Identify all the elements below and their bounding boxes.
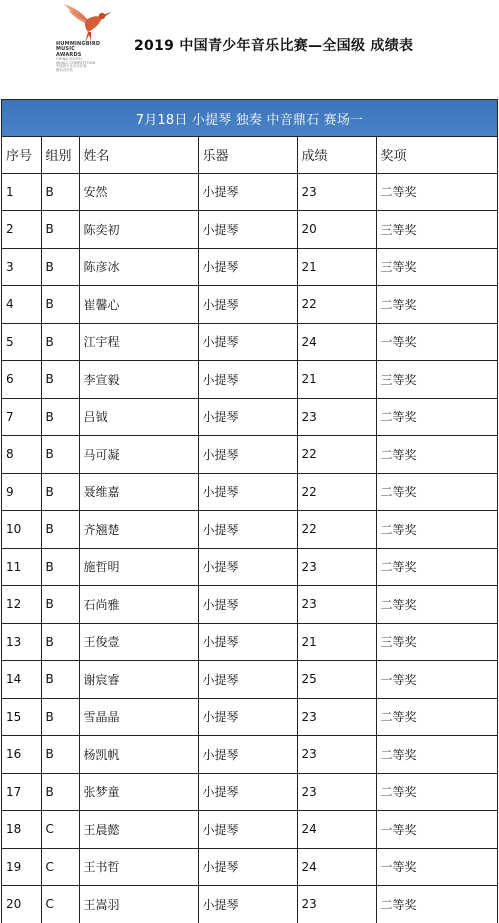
column-header-award: 奖项 bbox=[376, 137, 497, 173]
table-row bbox=[2, 286, 497, 324]
cell-award: 三等奖 bbox=[376, 211, 497, 249]
table-row bbox=[2, 773, 497, 811]
table-body bbox=[2, 173, 497, 923]
cell-number: 1 bbox=[2, 173, 41, 211]
cell-score: 23 bbox=[297, 773, 376, 811]
cell-instrument: 小提琴 bbox=[198, 361, 297, 399]
cell-award: 一等奖 bbox=[376, 661, 497, 699]
cell-name: 张梦童 bbox=[79, 773, 198, 811]
cell-award: 二等奖 bbox=[376, 286, 497, 324]
cell-group: C bbox=[41, 811, 79, 849]
cell-number: 16 bbox=[2, 736, 41, 774]
cell-instrument: 小提琴 bbox=[198, 173, 297, 211]
cell-score: 24 bbox=[297, 848, 376, 886]
cell-award: 二等奖 bbox=[376, 698, 497, 736]
table-row bbox=[2, 173, 497, 211]
cell-number: 13 bbox=[2, 623, 41, 661]
logo-line2: MUSIC bbox=[56, 46, 76, 53]
cell-instrument: 小提琴 bbox=[198, 848, 297, 886]
cell-instrument: 小提琴 bbox=[198, 473, 297, 511]
cell-award: 二等奖 bbox=[376, 173, 497, 211]
cell-number: 9 bbox=[2, 473, 41, 511]
cell-award: 一等奖 bbox=[376, 811, 497, 849]
cell-instrument: 小提琴 bbox=[198, 661, 297, 699]
cell-name: 吕钺 bbox=[79, 398, 198, 436]
cell-name: 齐翘楚 bbox=[79, 511, 198, 549]
cell-number: 2 bbox=[2, 211, 41, 249]
cell-score: 21 bbox=[297, 361, 376, 399]
column-header-score: 成绩 bbox=[297, 137, 376, 173]
cell-score: 22 bbox=[297, 436, 376, 474]
cell-number: 5 bbox=[2, 323, 41, 361]
cell-name: 谢宸睿 bbox=[79, 661, 198, 699]
cell-instrument: 小提琴 bbox=[198, 886, 297, 923]
cell-group: B bbox=[41, 436, 79, 474]
cell-award: 二等奖 bbox=[376, 586, 497, 624]
cell-name: 雪晶晶 bbox=[79, 698, 198, 736]
cell-number: 4 bbox=[2, 286, 41, 324]
cell-name: 王晨懿 bbox=[79, 811, 198, 849]
table-row bbox=[2, 736, 497, 774]
cell-award: 一等奖 bbox=[376, 848, 497, 886]
cell-group: B bbox=[41, 248, 79, 286]
cell-number: 6 bbox=[2, 361, 41, 399]
hummingbird-logo-icon bbox=[56, 2, 118, 92]
column-header-number: 序号 bbox=[2, 137, 41, 173]
cell-name: 江宇程 bbox=[79, 323, 198, 361]
cell-group: B bbox=[41, 473, 79, 511]
cell-number: 17 bbox=[2, 773, 41, 811]
cell-group: B bbox=[41, 511, 79, 549]
cell-number: 15 bbox=[2, 698, 41, 736]
cell-award: 三等奖 bbox=[376, 248, 497, 286]
cell-group: B bbox=[41, 586, 79, 624]
cell-score: 24 bbox=[297, 811, 376, 849]
cell-instrument: 小提琴 bbox=[198, 286, 297, 324]
cell-name: 施哲明 bbox=[79, 548, 198, 586]
cell-number: 11 bbox=[2, 548, 41, 586]
table-row bbox=[2, 511, 497, 549]
table-row bbox=[2, 398, 497, 436]
cell-group: B bbox=[41, 361, 79, 399]
cell-award: 二等奖 bbox=[376, 886, 497, 923]
cell-number: 18 bbox=[2, 811, 41, 849]
cell-name: 王嵩羽 bbox=[79, 886, 198, 923]
cell-score: 25 bbox=[297, 661, 376, 699]
column-header-instrument: 乐器 bbox=[198, 137, 297, 173]
cell-instrument: 小提琴 bbox=[198, 698, 297, 736]
cell-number: 19 bbox=[2, 848, 41, 886]
logo-line3: AWARDS bbox=[56, 51, 82, 58]
cell-instrument: 小提琴 bbox=[198, 211, 297, 249]
cell-instrument: 小提琴 bbox=[198, 548, 297, 586]
cell-group: B bbox=[41, 698, 79, 736]
cell-name: 王俊壹 bbox=[79, 623, 198, 661]
cell-instrument: 小提琴 bbox=[198, 811, 297, 849]
cell-group: B bbox=[41, 286, 79, 324]
cell-score: 21 bbox=[297, 248, 376, 286]
cell-name: 崔馨心 bbox=[79, 286, 198, 324]
results-table-container bbox=[1, 99, 498, 923]
cell-score: 23 bbox=[297, 173, 376, 211]
logo-line5: MUSIC COMPETITION bbox=[56, 60, 96, 65]
table-row bbox=[2, 848, 497, 886]
cell-instrument: 小提琴 bbox=[198, 323, 297, 361]
cell-number: 20 bbox=[2, 886, 41, 923]
column-header-group: 组别 bbox=[41, 137, 79, 173]
cell-number: 8 bbox=[2, 436, 41, 474]
cell-award: 二等奖 bbox=[376, 548, 497, 586]
cell-name: 石尚雅 bbox=[79, 586, 198, 624]
cell-score: 22 bbox=[297, 473, 376, 511]
cell-score: 20 bbox=[297, 211, 376, 249]
table-row bbox=[2, 323, 497, 361]
cell-name: 陈奕初 bbox=[79, 211, 198, 249]
cell-number: 3 bbox=[2, 248, 41, 286]
cell-score: 23 bbox=[297, 548, 376, 586]
cell-award: 三等奖 bbox=[376, 623, 497, 661]
table-row bbox=[2, 361, 497, 399]
cell-name: 安然 bbox=[79, 173, 198, 211]
page-title: 2019 中国青少年音乐比赛—全国级 成绩表 bbox=[134, 38, 414, 54]
table-row bbox=[2, 586, 497, 624]
cell-award: 二等奖 bbox=[376, 398, 497, 436]
cell-group: B bbox=[41, 398, 79, 436]
cell-group: C bbox=[41, 848, 79, 886]
cell-name: 杨凯帆 bbox=[79, 736, 198, 774]
hummingbird-bird-icon bbox=[56, 2, 118, 44]
cell-instrument: 小提琴 bbox=[198, 736, 297, 774]
cell-score: 22 bbox=[297, 511, 376, 549]
session-banner: 7月18日 小提琴 独奏 中音鼎石 赛场一 bbox=[2, 100, 497, 137]
cell-award: 二等奖 bbox=[376, 473, 497, 511]
cell-group: B bbox=[41, 211, 79, 249]
cell-award: 一等奖 bbox=[376, 323, 497, 361]
table-row bbox=[2, 548, 497, 586]
cell-score: 24 bbox=[297, 323, 376, 361]
cell-group: C bbox=[41, 886, 79, 923]
cell-instrument: 小提琴 bbox=[198, 586, 297, 624]
cell-instrument: 小提琴 bbox=[198, 248, 297, 286]
cell-instrument: 小提琴 bbox=[198, 773, 297, 811]
cell-award: 二等奖 bbox=[376, 436, 497, 474]
table-row bbox=[2, 811, 497, 849]
cell-group: B bbox=[41, 661, 79, 699]
logo-text bbox=[56, 42, 118, 72]
cell-number: 7 bbox=[2, 398, 41, 436]
cell-award: 二等奖 bbox=[376, 511, 497, 549]
cell-name: 李宣毅 bbox=[79, 361, 198, 399]
table-row bbox=[2, 886, 497, 923]
cell-score: 23 bbox=[297, 398, 376, 436]
logo-line4: CHINA YOUTH bbox=[56, 56, 83, 61]
cell-name: 王书哲 bbox=[79, 848, 198, 886]
table-row bbox=[2, 623, 497, 661]
table-row bbox=[2, 436, 497, 474]
cell-group: B bbox=[41, 773, 79, 811]
table-header-row bbox=[2, 137, 497, 173]
cell-number: 12 bbox=[2, 586, 41, 624]
page-header bbox=[0, 0, 499, 100]
cell-score: 23 bbox=[297, 736, 376, 774]
cell-name: 马可凝 bbox=[79, 436, 198, 474]
table-row bbox=[2, 473, 497, 511]
cell-number: 10 bbox=[2, 511, 41, 549]
table-row bbox=[2, 661, 497, 699]
cell-score: 23 bbox=[297, 586, 376, 624]
cell-score: 21 bbox=[297, 623, 376, 661]
cell-instrument: 小提琴 bbox=[198, 436, 297, 474]
cell-group: B bbox=[41, 548, 79, 586]
table-row bbox=[2, 698, 497, 736]
cell-award: 三等奖 bbox=[376, 361, 497, 399]
logo-line7: 蜂鸟音乐奖 bbox=[56, 67, 73, 72]
cell-name: 陈彦冰 bbox=[79, 248, 198, 286]
cell-award: 二等奖 bbox=[376, 773, 497, 811]
cell-instrument: 小提琴 bbox=[198, 398, 297, 436]
table-row bbox=[2, 211, 497, 249]
results-table bbox=[2, 137, 497, 923]
cell-instrument: 小提琴 bbox=[198, 623, 297, 661]
cell-group: B bbox=[41, 736, 79, 774]
cell-score: 23 bbox=[297, 886, 376, 923]
cell-score: 22 bbox=[297, 286, 376, 324]
cell-group: B bbox=[41, 323, 79, 361]
logo-line6: 中国青少年音乐比赛 bbox=[56, 64, 87, 69]
cell-group: B bbox=[41, 623, 79, 661]
cell-instrument: 小提琴 bbox=[198, 511, 297, 549]
column-header-name: 姓名 bbox=[79, 137, 198, 173]
cell-group: B bbox=[41, 173, 79, 211]
cell-score: 23 bbox=[297, 698, 376, 736]
logo-line1: HUMMINGBIRD bbox=[56, 41, 101, 47]
cell-name: 聂维嘉 bbox=[79, 473, 198, 511]
cell-award: 二等奖 bbox=[376, 736, 497, 774]
table-row bbox=[2, 248, 497, 286]
cell-number: 14 bbox=[2, 661, 41, 699]
